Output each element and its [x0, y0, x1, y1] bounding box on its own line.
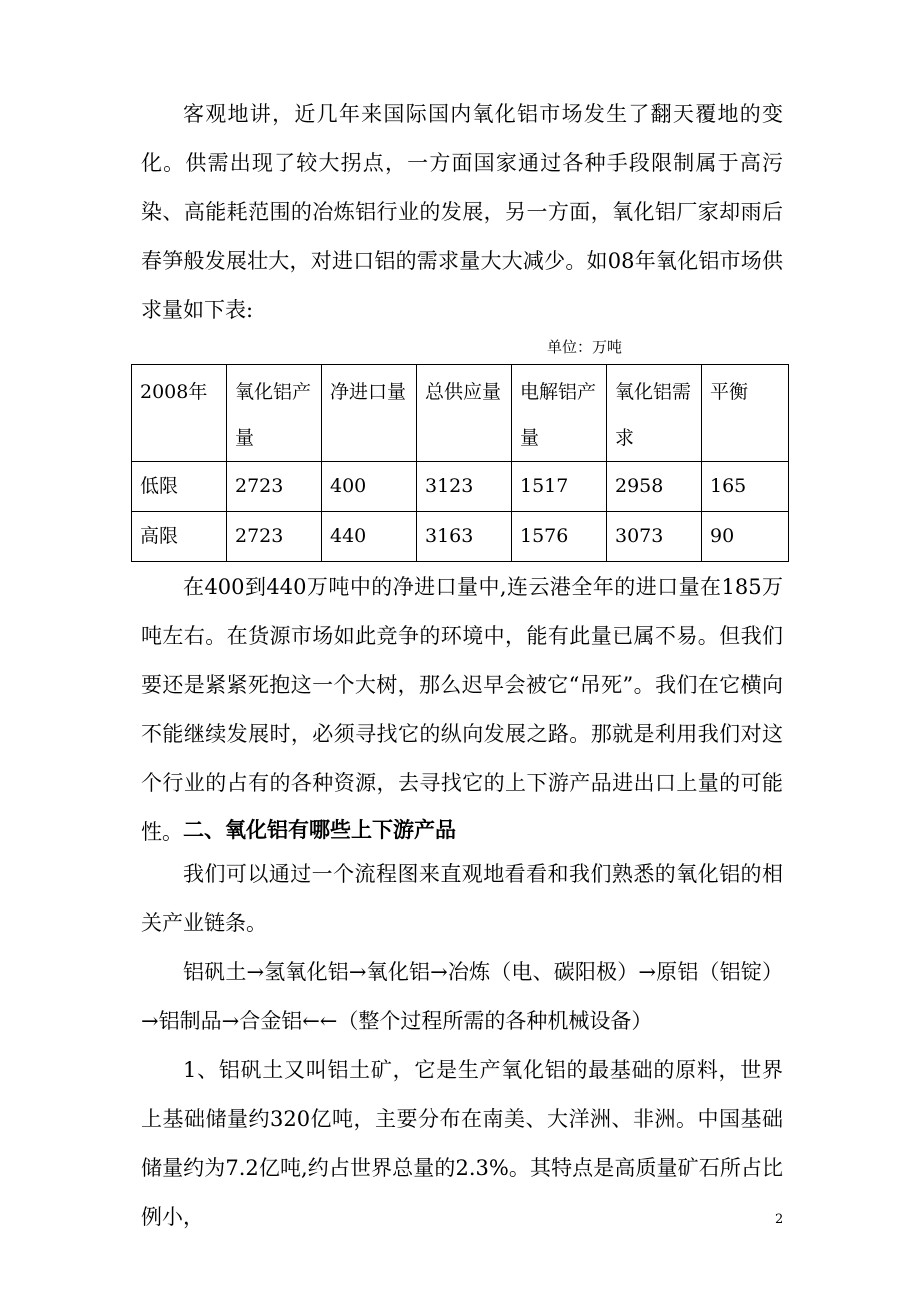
- table-cell: 3123: [417, 462, 512, 512]
- table-cell: 3163: [417, 512, 512, 562]
- table-cell: 440: [322, 512, 417, 562]
- table-header-row: [132, 365, 789, 462]
- table-cell: 2723: [227, 462, 322, 512]
- page-number: 2: [775, 1212, 784, 1227]
- section-heading: 二、氧化铝有哪些上下游产品: [183, 817, 456, 842]
- header-cell-year: 2008年: [132, 365, 227, 462]
- header-cell-total-supply: 总供应量: [417, 365, 512, 462]
- table-cell: 1576: [512, 512, 607, 562]
- table-cell: 高限: [132, 512, 227, 562]
- header-cell-alumina-output: 氧化铝产量: [227, 365, 322, 462]
- table-cell: 400: [322, 462, 417, 512]
- table-cell: 2958: [607, 462, 702, 512]
- header-cell-electrolytic-output: 电解铝产量: [512, 365, 607, 462]
- table-cell: 3073: [607, 512, 702, 562]
- supply-demand-table: [131, 364, 789, 562]
- header-cell-net-import: 净进口量: [322, 365, 417, 462]
- intro-paragraph: 客观地讲，近几年来国际国内氧化铝市场发生了翻天覆地的变化。供需出现了较大拐点，一方面国家通过各种手段限制属于高污染、高能耗范围的冶炼铝行业的发展，另一方面，氧化铝厂家却雨后春笋般发展壮大，对进口铝的需求量大大减少。如08年氧化铝市场供求量如下表:: [141, 102, 783, 322]
- table-unit-label: 单位：万吨: [547, 338, 623, 356]
- header-cell-balance: 平衡: [702, 365, 789, 462]
- table-cell: 90: [702, 512, 789, 562]
- table-cell: 低限: [132, 462, 227, 512]
- table-row-high: [132, 512, 789, 562]
- header-cell-alumina-demand: 氧化铝需求: [607, 365, 702, 462]
- item-1-paragraph: 1、铝矾土又叫铝土矿，它是生产氧化铝的最基础的原料，世界上基础储量约320亿吨，主要分布在南美、大洋洲、非洲。中国基础储量约为7.2亿吨,约占世界总量的2.3%。其特点是高质量矿石所占比例小，: [141, 1058, 783, 1229]
- flow-intro-paragraph: 我们可以通过一个流程图来直观地看看和我们熟悉的氧化铝的相关产业链条。: [141, 862, 783, 935]
- table-cell: 2723: [227, 512, 322, 562]
- table-row-low: [132, 462, 789, 512]
- after-table-paragraph: 在400到440万吨中的净进口量中,连云港全年的进口量在185万吨左右。在货源市场如此竞争的环境中，能有此量已属不易。但我们要还是紧紧死抱这一个大树，那么迟早会被它“吊死”。我们在它横向不能继续发展时，必须寻找它的纵向发展之路。那就是利用我们对这个行业的占有的各种资源，去寻找它的上下游产品进出口上量的可能性。: [141, 575, 783, 844]
- flow-chain-paragraph: 铝矾土→氢氧化铝→氧化铝→冶炼（电、碳阳极）→原铝（铝锭）→铝制品→合金铝←←（整个过程所需的各种机械设备）: [141, 960, 783, 1033]
- table-cell: 1517: [512, 462, 607, 512]
- table-cell: 165: [702, 462, 789, 512]
